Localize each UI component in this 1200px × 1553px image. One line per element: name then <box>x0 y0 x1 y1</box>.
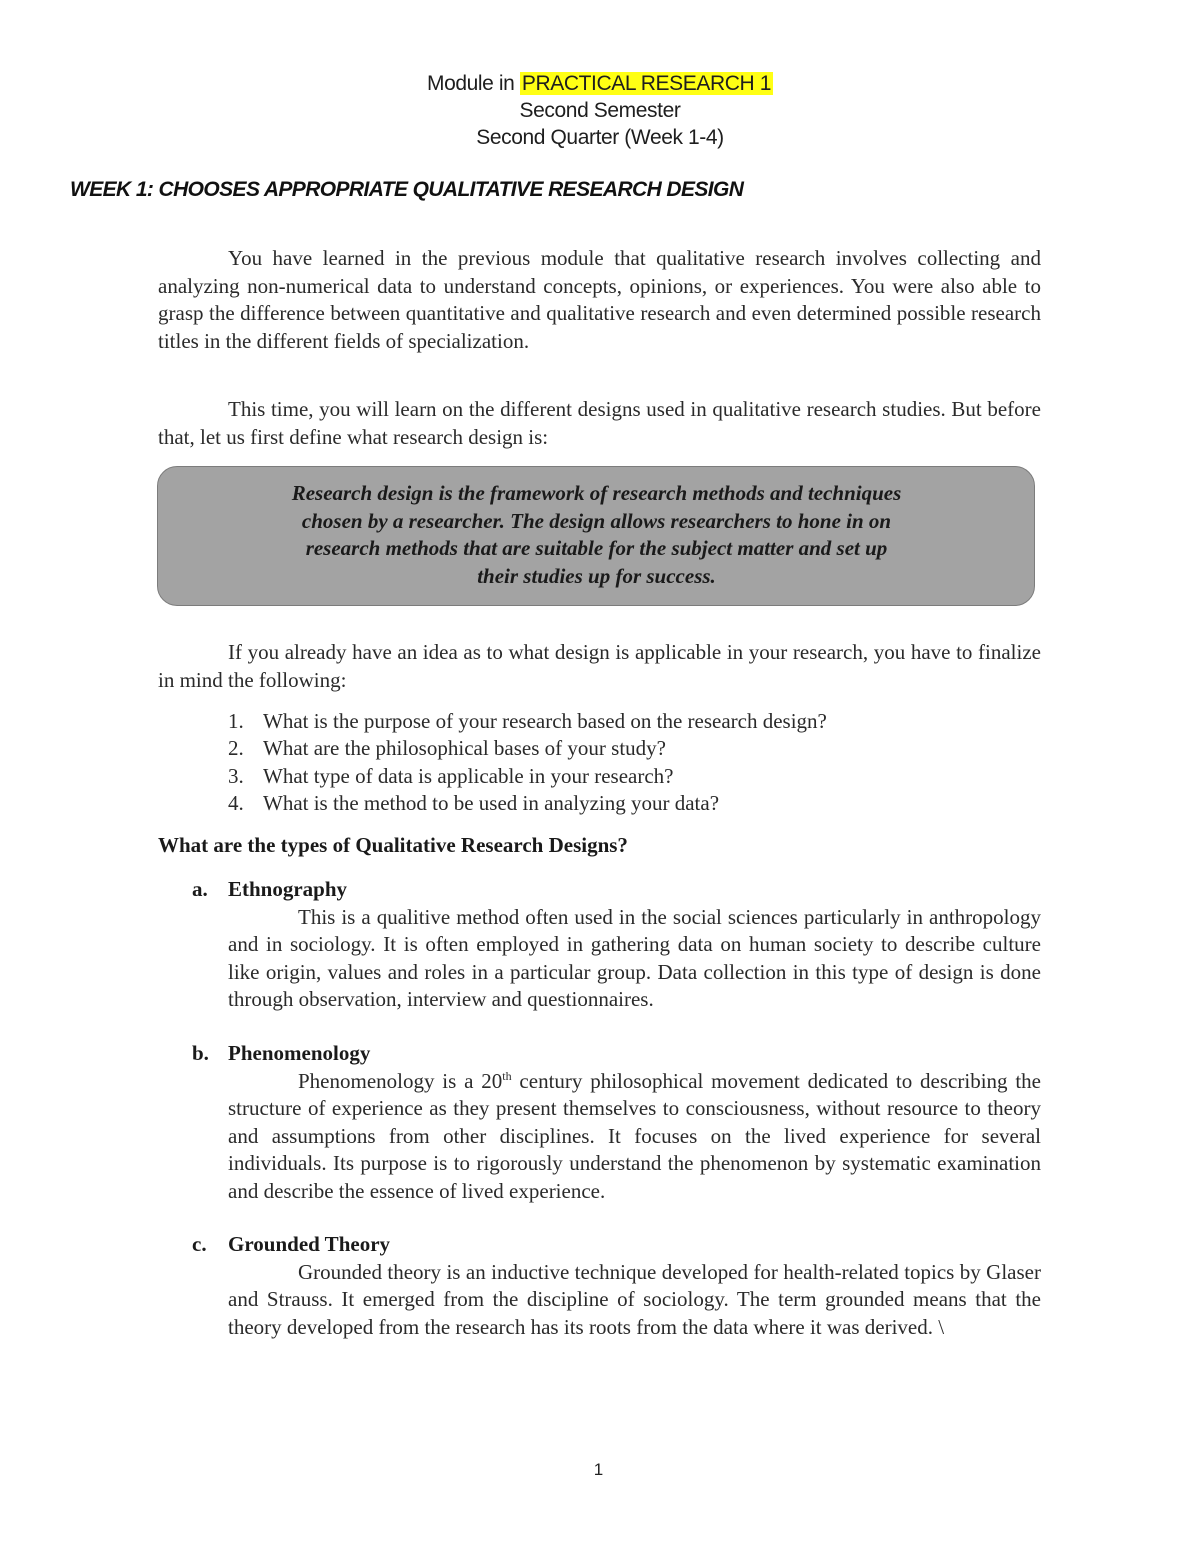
quarter-label: Second Quarter (Week 1-4) <box>476 126 724 149</box>
semester-label: Second Semester <box>519 99 681 122</box>
design-title: c. Grounded Theory <box>192 1232 391 1256</box>
callout-line: research methods that are suitable for the subject matter and set up <box>305 536 888 560</box>
module-title <box>0 70 1200 97</box>
callout-line: Research design is the framework of research methods and techniques <box>291 481 902 505</box>
week-title: WEEK 1: CHOOSES APPROPRIATE QUALITATIVE RESEARCH DESIGN <box>70 178 744 201</box>
guiding-questions-list <box>228 708 1048 817</box>
module-header <box>0 70 1200 151</box>
question-item: 1. What is the purpose of your research based on the research design? <box>228 709 827 733</box>
design-description: Grounded theory is an inductive technique developed for health-related topics by Glaser and Strauss. It emerged from the discipline of sociology. The term grounded means that the theory developed from the research has its roots from the data where it was derived. \ <box>228 1259 1041 1339</box>
intro-paragraph-2: This time, you will learn on the different designs used in qualitative research studies. But before that, let us first define what research design is: <box>158 397 1041 449</box>
types-heading: What are the types of Qualitative Research Designs? <box>158 833 628 857</box>
callout-line: their studies up for success. <box>477 563 716 588</box>
page-number: 1 <box>593 1460 604 1479</box>
question-item: 4. What is the method to be used in analyzing your data? <box>228 790 720 815</box>
design-title: a. Ethnography <box>192 877 348 901</box>
definition-callout-text <box>0 480 1193 590</box>
design-grounded-theory <box>192 1231 1042 1341</box>
callout-line: chosen by a researcher. The design allows researchers to hone in on <box>301 508 892 533</box>
followup-paragraph: If you already have an idea as to what design is applicable in your research, you have to finalize in mind the following: <box>158 640 1041 692</box>
design-title: b. Phenomenology <box>192 1041 371 1065</box>
module-subject-highlight: PRACTICAL RESEARCH 1 <box>521 72 771 95</box>
module-prefix: Module in <box>426 72 520 95</box>
question-item: 3. What type of data is applicable in your research? <box>228 763 674 788</box>
design-phenomenology <box>192 1040 1042 1205</box>
design-description: This is a qualitive method often used in the social sciences particularly in anthropology and in sociology. It is often employed in gathering data on human society to describe culture like origin, values and roles in a particular group. Data collection in this type of design is done through observation, interview and questionnaires. <box>228 904 1041 1011</box>
design-description: Phenomenology is a 20th century philosophical movement dedicated to describing the structure of experience as they present themselves to consciousness, without resource to theory and assumptions from other disciplines. It focuses on the lived experience for several individuals. Its purpose is to rigorously understand the phenomenon by systematic examination and describe the essence of lived experience. <box>228 1068 1041 1203</box>
intro-paragraph-1: You have learned in the previous module that qualitative research involves collecting and analyzing non-numerical data to understand concepts, opinions, or experiences. You were also able to grasp the difference between quantitative and qualitative research and even determined possible research titles in the different fields of specialization. <box>158 246 1041 353</box>
design-ethnography <box>192 876 1042 1014</box>
question-item: 2. What are the philosophical bases of your study? <box>228 736 666 761</box>
